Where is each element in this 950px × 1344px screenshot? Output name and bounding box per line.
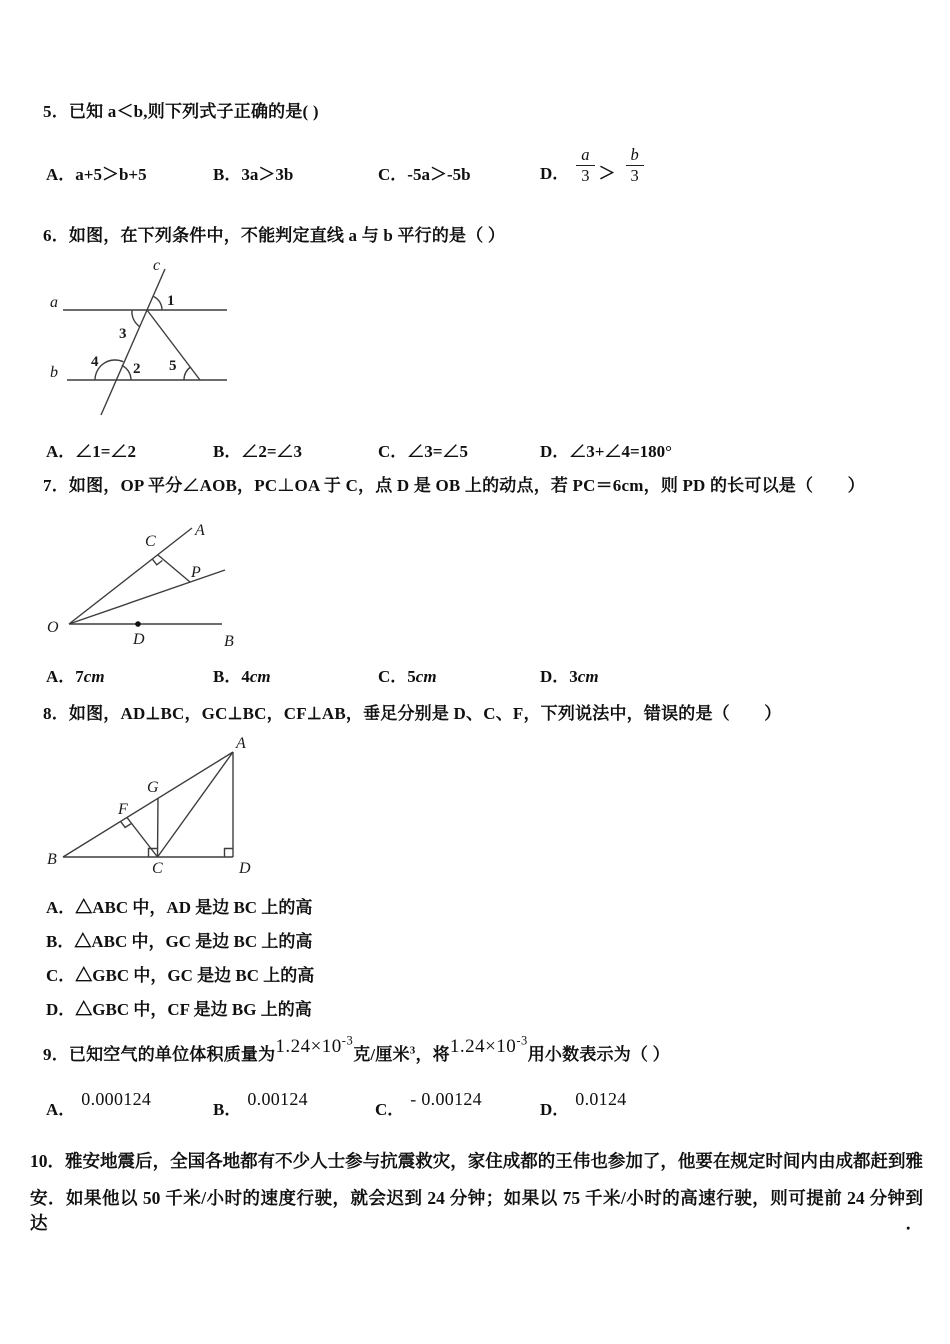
q8-option-d: D．△GBC 中，CF 是边 BG 上的高	[46, 1000, 312, 1019]
q9-sci-notation-2: $1.24\times 10^{-3}$	[449, 1033, 528, 1057]
q9-stem-mid: 克/厘米$^3$，将	[353, 1044, 450, 1064]
q6-option-b: B．∠2=∠3	[213, 442, 303, 461]
question-8-figure	[40, 735, 290, 900]
q9-sci-notation-1: $1.24\times 10^{-3}$	[275, 1033, 354, 1057]
label-line-a: a	[50, 294, 58, 311]
q5-option-d-letter: D．	[540, 164, 570, 183]
label-F: F	[118, 801, 128, 818]
label-A: A	[195, 522, 205, 539]
question-7-options	[0, 662, 950, 686]
q9-option-a: A．0.000124	[46, 1089, 152, 1119]
label-D: D	[239, 860, 251, 877]
line-BA	[63, 752, 233, 857]
q9-option-d: D．0.0124	[540, 1089, 627, 1119]
segment-CA	[158, 752, 234, 857]
transversal-c	[101, 269, 165, 415]
question-9-stem	[43, 1033, 670, 1066]
fraction-a-over-3: $\frac{a}{3}$	[576, 146, 594, 184]
label-A: A	[236, 735, 246, 752]
fraction-b-over-3: $\frac{b}{3}$	[626, 146, 644, 184]
segment-CP	[158, 555, 190, 582]
angle-3-arc	[132, 310, 140, 327]
greater-than-sign: ＞	[598, 164, 616, 183]
ray-OA	[69, 528, 192, 624]
q9-option-b: B．0.00124	[213, 1089, 308, 1119]
q5-option-a: A．a+5＞b+5	[46, 165, 147, 184]
label-line-b: b	[50, 364, 58, 381]
label-D: D	[133, 631, 145, 648]
question-10-line-1: 10．雅安地震后，全国各地都有不少人士参与抗震救灾，家住成都的王伟也参加了，他要在规定时间内由成都赶到雅	[30, 1151, 923, 1171]
segment-FC	[127, 818, 158, 858]
label-angle-4: 4	[91, 354, 99, 370]
label-C: C	[152, 860, 163, 877]
q5-option-c: C．-5a＞-5b	[378, 165, 471, 184]
q6-option-a: A．∠1=∠2	[46, 442, 136, 461]
label-angle-5: 5	[169, 358, 177, 374]
q6-option-c: C．∠3=∠5	[378, 442, 468, 461]
q7-option-d: D．3cm	[540, 667, 599, 686]
q5-option-b: B．3a＞3b	[213, 165, 294, 184]
label-angle-2: 2	[133, 361, 141, 377]
label-B: B	[224, 633, 234, 650]
question-5-options	[0, 145, 950, 185]
label-G: G	[147, 779, 159, 796]
q7-option-c: C．5cm	[378, 667, 437, 686]
segment-GC	[158, 798, 159, 857]
angle-1-arc	[154, 297, 162, 311]
angle-2-arc	[122, 365, 131, 380]
question-9-options	[0, 1089, 950, 1119]
label-P: P	[191, 564, 201, 581]
label-line-c: c	[153, 257, 161, 274]
q7-option-b: B．4cm	[213, 667, 271, 686]
question-7-figure	[40, 510, 290, 660]
q8-option-a: A．△ABC 中，AD 是边 BC 上的高	[46, 898, 313, 917]
question-6-stem: 6．如图，在下列条件中，不能判定直线 a 与 b 平行的是（ ）	[43, 226, 506, 245]
q5-option-d	[540, 133, 645, 184]
question-5-stem: 5．已知 a＜b,则下列式子正确的是( )	[43, 102, 319, 121]
q8-option-b: B．△ABC 中，GC 是边 BC 上的高	[46, 932, 313, 951]
q6-option-d: D．∠3+∠4=180°	[540, 442, 672, 461]
question-6-options	[0, 437, 950, 461]
label-B: B	[47, 851, 57, 868]
q7-option-a: A．7cm	[46, 667, 105, 686]
q9-stem-pre: 9．已知空气的单位体积质量为	[43, 1045, 276, 1064]
label-O: O	[47, 619, 59, 636]
label-angle-1: 1	[167, 293, 175, 309]
question-6-figure	[40, 255, 290, 425]
q9-option-c: C．- 0.00124	[375, 1089, 482, 1119]
question-10-line-2: 安．如果他以 50 千米/小时的速度行驶，就会迟到 24 分钟；如果以 75 千米/小时的高速行驶，则可提前 24 分钟到达．	[30, 1188, 923, 1233]
angle-4-arc	[95, 360, 123, 380]
point-D-dot	[135, 621, 141, 627]
question-7-stem: 7．如图，OP 平分∠AOB，PC⊥OA 于 C，点 D 是 OB 上的动点，若 PC＝6cm，则 PD 的长可以是（ ）	[43, 476, 865, 495]
label-angle-3: 3	[119, 326, 127, 342]
question-8-stem: 8．如图，AD⊥BC，GC⊥BC，CF⊥AB，垂足分别是 D、C、F，下列说法中，错误的是（ ）	[43, 704, 782, 723]
angle-5-arc	[184, 367, 190, 380]
ray-OP-bisector	[69, 570, 225, 624]
label-C: C	[145, 533, 156, 550]
right-angle-mark-C	[153, 559, 163, 565]
q8-option-c: C．△GBC 中，GC 是边 BC 上的高	[46, 966, 315, 985]
q9-stem-post: 用小数表示为（ ）	[527, 1045, 670, 1064]
right-angle-mark-D	[225, 849, 234, 858]
